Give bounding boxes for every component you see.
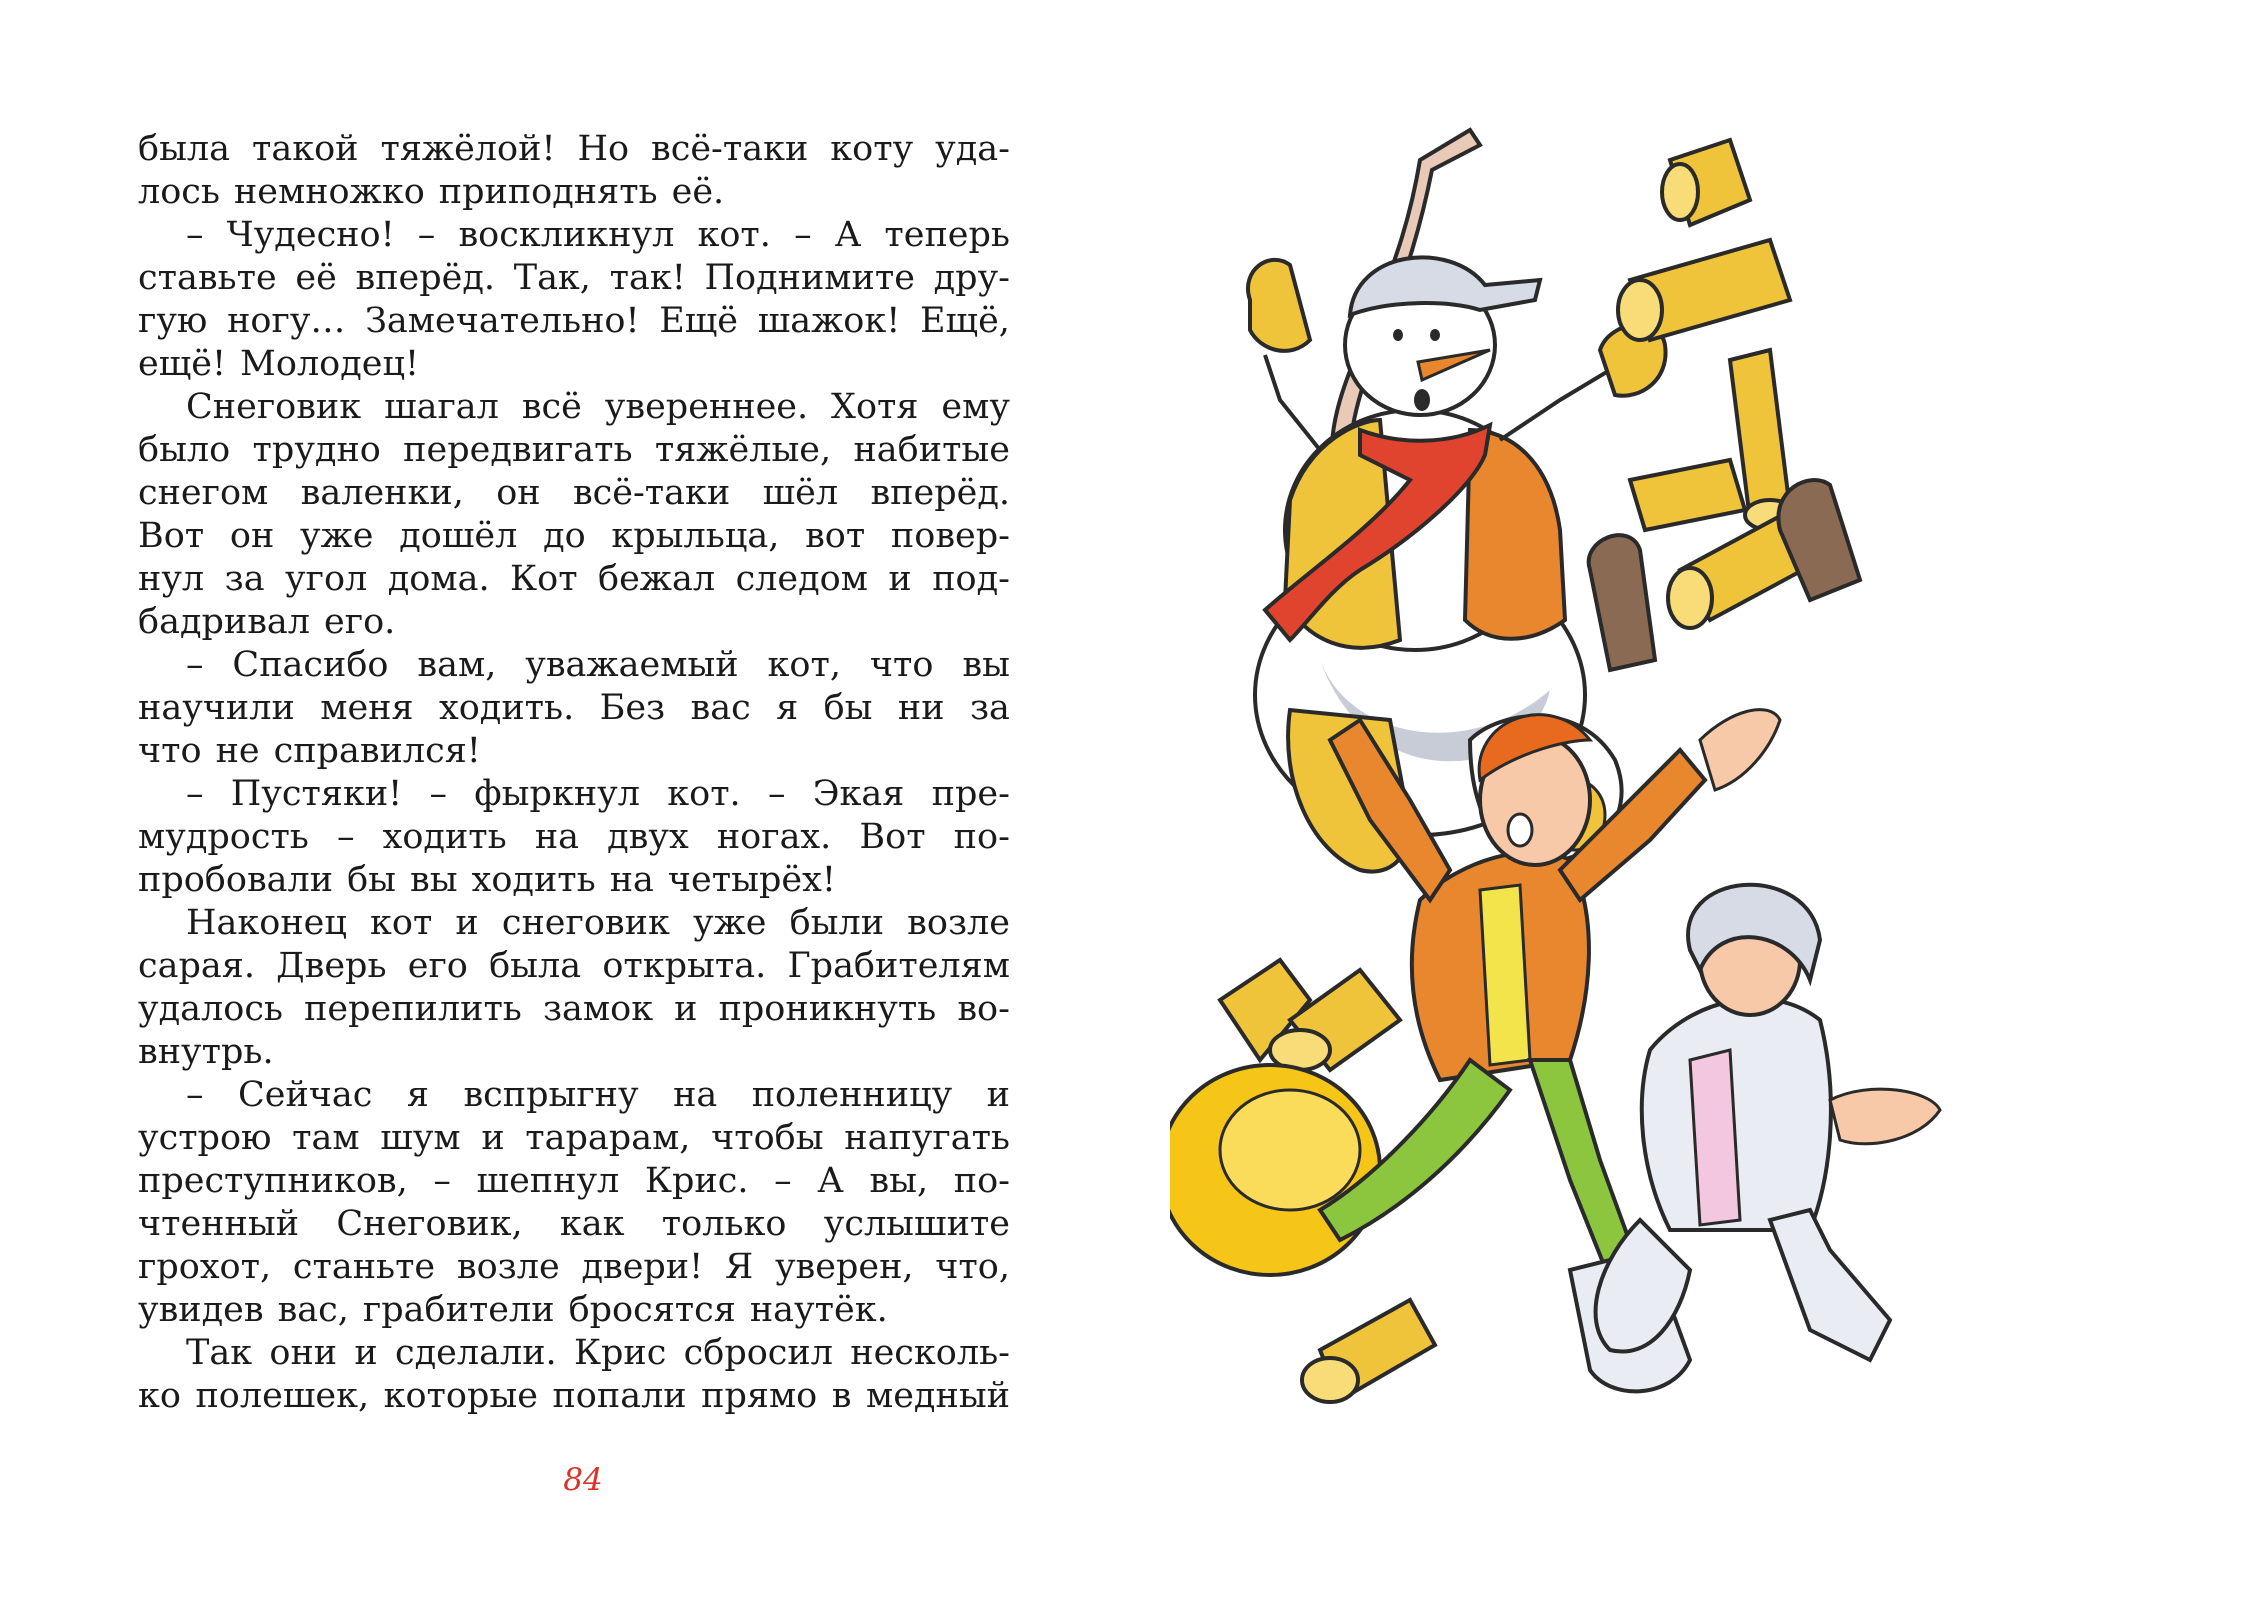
text-line: Снеговик шагал всё увереннее. Хотя ему bbox=[186, 387, 1010, 427]
text-line: Вот он уже дошёл до крыльца, вот повер- bbox=[138, 516, 1010, 556]
text-line: устрою там шум и тарарам, чтобы напугать bbox=[138, 1118, 1010, 1158]
left-page-text bbox=[138, 128, 1010, 1418]
robber1-hand bbox=[1700, 710, 1780, 790]
text-line: бадривал его. bbox=[138, 602, 396, 642]
text-line: ещё! Молодец! bbox=[138, 344, 420, 384]
right-page bbox=[1170, 100, 2220, 1500]
text-line: что не справился! bbox=[138, 731, 481, 771]
text-line: увидев вас, грабители бросятся наутёк. bbox=[138, 1290, 888, 1330]
snowman-left-arm bbox=[1265, 355, 1320, 450]
text-line: нул за угол дома. Кот бежал следом и под- bbox=[138, 559, 1010, 599]
text-line: удалось перепилить замок и проникнуть во- bbox=[138, 989, 1010, 1029]
text-line: – Спасибо вам, уважаемый кот, что вы bbox=[186, 645, 1010, 685]
page-number: 84 bbox=[563, 1462, 603, 1498]
text-line: было трудно передвигать тяжёлые, набитые bbox=[138, 430, 1010, 470]
text-line: ко полешек, которые попали прямо в медный bbox=[138, 1376, 1010, 1416]
robber1-shirt bbox=[1480, 885, 1530, 1065]
text-line: Наконец кот и снеговик уже были возле bbox=[186, 903, 1010, 943]
text-line: была такой тяжёлой! Но всё-таки коту уда- bbox=[138, 129, 1010, 169]
text-line: – Чудесно! – воскликнул кот. – А теперь bbox=[186, 215, 1010, 255]
text-line: лось немножко приподнять её. bbox=[138, 172, 725, 212]
text-line: внутрь. bbox=[138, 1032, 274, 1072]
text-line: сарая. Дверь его была открыта. Грабителям bbox=[138, 946, 1010, 986]
text-line: пробовали бы вы ходить на четырёх! bbox=[138, 860, 836, 900]
text-line: преступников, – шепнул Крис. – А вы, по- bbox=[138, 1161, 1010, 1201]
snowman-left-mitten bbox=[1248, 260, 1310, 351]
text-line: гую ногу… Замечательно! Ещё шажок! Ещё, bbox=[138, 301, 1010, 341]
robber2-hand bbox=[1830, 1089, 1940, 1144]
text-line: – Пустяки! – фыркнул кот. – Экая пре- bbox=[186, 774, 1010, 814]
text-line: – Сейчас я вспрыгну на поленницу и bbox=[186, 1075, 1010, 1115]
text-line: грохот, станьте возле двери! Я уверен, что, bbox=[138, 1247, 1010, 1287]
text-line: научили меня ходить. Без вас я бы ни за bbox=[138, 688, 1010, 728]
snowman-and-robbers-illustration bbox=[1170, 100, 2220, 1500]
text-line: чтенный Снеговик, как только услышите bbox=[138, 1204, 1010, 1244]
text-line: Так они и сделали. Крис сбросил несколь- bbox=[186, 1333, 1010, 1373]
text-line: мудрость – ходить на двух ногах. Вот по- bbox=[138, 817, 1010, 857]
text-line: снегом валенки, он всё-таки шёл вперёд. bbox=[138, 473, 1010, 513]
robber2-boot-right bbox=[1770, 1210, 1890, 1360]
snowman-right-arm bbox=[1500, 370, 1610, 440]
text-line: ставьте её вперёд. Так, так! Поднимите дру- bbox=[138, 258, 1010, 298]
